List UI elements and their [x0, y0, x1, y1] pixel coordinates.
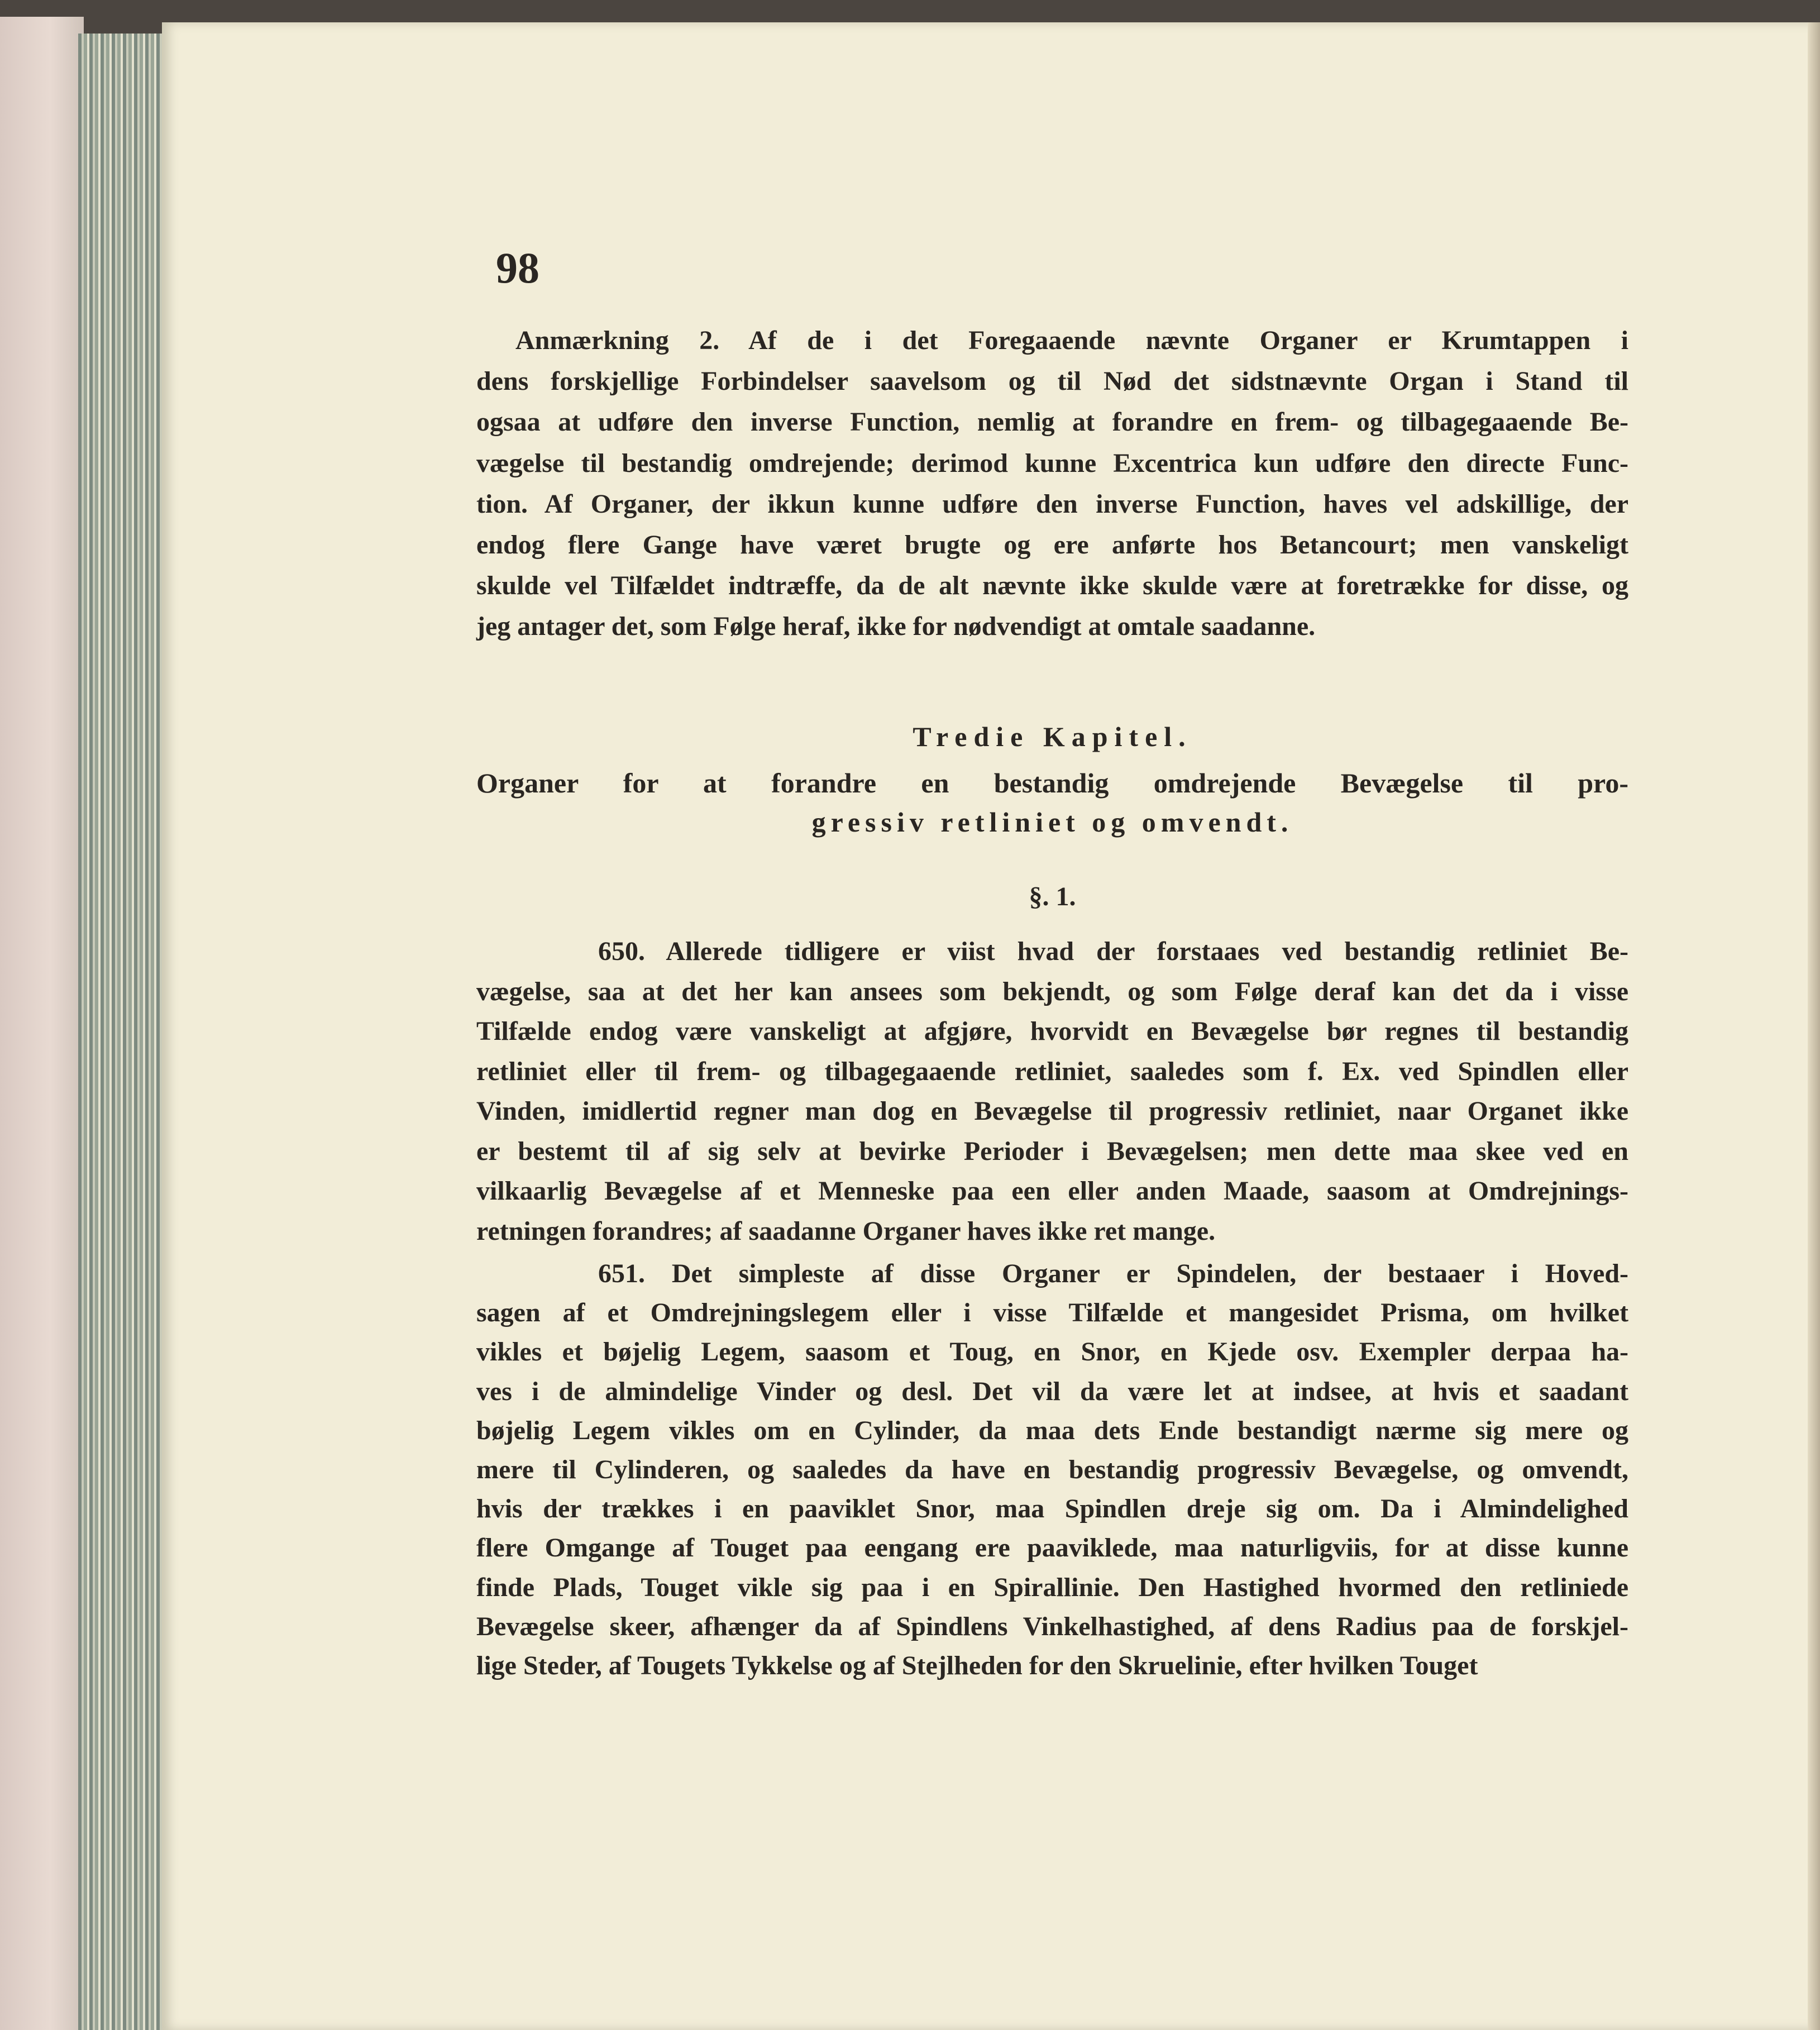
text-line: bøjelig Legem vikles om en Cylinder, da maa dets Ende bestandigt nærme sig mere og — [476, 1416, 1628, 1445]
text-line: skulde vel Tilfældet indtræffe, da de alt nævnte ikke skulde være at foretrække for disse, og — [476, 571, 1628, 600]
text-line: hvis der trækkes i en paaviklet Snor, maa Spindlen dreje sig om. Da i Almindelighed — [476, 1494, 1628, 1523]
text-line: Tilfælde endog være vanskeligt at afgjøre, hvorvidt en Bevægelse bør regnes til bestandig — [476, 1016, 1628, 1046]
text-line: 650. Allerede tidligere er viist hvad der forstaaes ved bestandig retliniet Be- — [598, 937, 1628, 966]
text-line: vægelse, saa at det her kan ansees som bekjendt, og som Følge deraf kan det da i visse — [476, 977, 1628, 1006]
text-line: dens forskjellige Forbindelser saavelsom og til Nød det sidstnævnte Organ i Stand til — [476, 366, 1628, 396]
text-line: vægelse til bestandig omdrejende; derimod kunne Excentrica kun udføre den directe Func- — [476, 448, 1628, 478]
page-right-edge — [1808, 22, 1820, 2030]
text-line: Bevægelse skeer, afhænger da af Spindlens Vinkelhastighed, af dens Radius paa de forskjel- — [476, 1612, 1628, 1641]
chapter-label: Tredie Kapitel. — [913, 721, 1192, 752]
text-line: vilkaarlig Bevægelse af et Menneske paa een eller anden Maade, saasom at Omdrejnings- — [476, 1176, 1628, 1206]
scan-background — [0, 17, 84, 2030]
chapter-title-line: Organer for at forandre en bestandig omdrejende Bevægelse til pro- — [476, 767, 1628, 799]
text-line: mere til Cylinderen, og saaledes da have en bestandig progressiv Bevægelse, og omvendt, — [476, 1455, 1628, 1484]
text-line: er bestemt til af sig selv at bevirke Perioder i Bevægelsen; men dette maa skee ved en — [476, 1136, 1628, 1166]
text-line: Anmærkning 2. Af de i det Foregaaende nævnte Organer er Krumtappen i — [515, 326, 1628, 355]
text-line: jeg antager det, som Følge heraf, ikke for nødvendigt at omtale saadanne. — [476, 612, 1316, 641]
section-heading: §. 1. — [1029, 882, 1076, 911]
text-line: retningen forandres; af saadanne Organer haves ikke ret mange. — [476, 1216, 1216, 1246]
text-line: lige Steder, af Tougets Tykkelse og af Stejlheden for den Skruelinie, efter hvilken Touget — [476, 1651, 1478, 1680]
text-line: ogsaa at udføre den inverse Function, nemlig at forandre en frem- og tilbagegaaende Be- — [476, 407, 1628, 437]
text-line: tion. Af Organer, der ikkun kunne udføre den inverse Function, haves vel adskillige, der — [476, 489, 1628, 519]
page-number: 98 — [496, 243, 539, 292]
text-line: flere Omgange af Touget paa eengang ere paaviklede, maa naturligviis, for at disse kunne — [476, 1533, 1628, 1563]
text-line: vikles et bøjelig Legem, saasom et Toug, en Snor, en Kjede osv. Exempler derpaa ha- — [476, 1337, 1628, 1367]
text-line: retliniet eller til frem- og tilbagegaaende retliniet, saaledes som f. Ex. ved Spindlen eller — [476, 1057, 1628, 1086]
text-line: 651. Det simpleste af disse Organer er Spindelen, der bestaaer i Hoved- — [598, 1259, 1628, 1288]
page-stack-edge — [78, 34, 168, 2030]
text-line: endog flere Gange have været brugte og ere anførte hos Betancourt; men vanskeligt — [476, 530, 1628, 560]
text-line: finde Plads, Touget vikle sig paa i en Spirallinie. Den Hastighed hvormed den retliniede — [476, 1573, 1628, 1602]
chapter-title-line: gressiv retliniet og omvendt. — [811, 806, 1293, 838]
text-line: sagen af et Omdrejningslegem eller i visse Tilfælde et mangesidet Prisma, om hvilket — [476, 1298, 1628, 1327]
text-line: Vinden, imidlertid regner man dog en Bevægelse til progressiv retliniet, naar Organet ikke — [476, 1096, 1628, 1126]
text-line: ves i de almindelige Vinder og desl. Det vil da være let at indsee, at hvis et saadant — [476, 1377, 1628, 1406]
